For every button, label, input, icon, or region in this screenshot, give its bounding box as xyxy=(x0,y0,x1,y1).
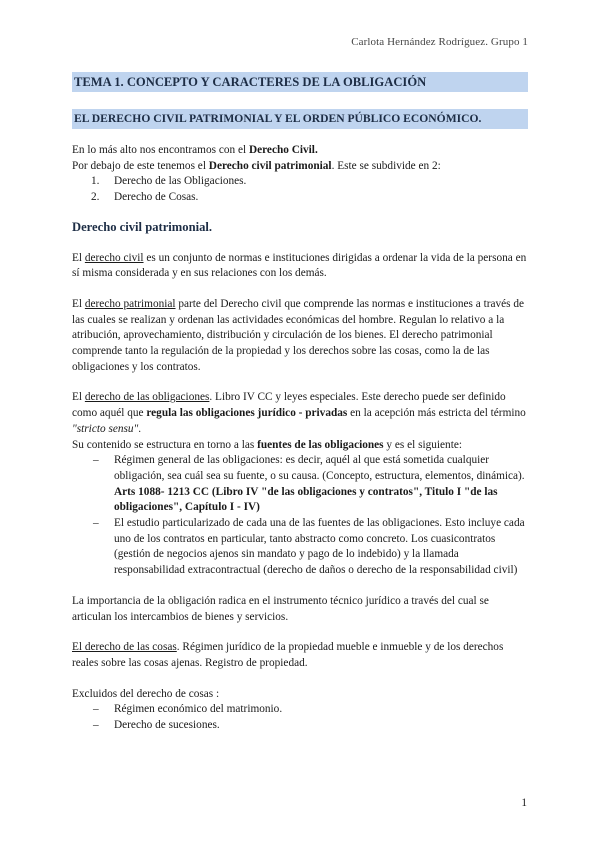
document-body xyxy=(72,72,528,734)
intro-line-1: En lo más alto nos encontramos con el Derecho Civil. xyxy=(72,144,318,156)
page-header: Carlota Hernández Rodríguez. Grupo 1 xyxy=(351,36,528,48)
list-item: – Régimen económico del matrimonio. xyxy=(93,703,283,716)
numbered-list xyxy=(72,174,528,205)
excluidos-list xyxy=(72,702,528,733)
page-number: 1 xyxy=(521,797,527,809)
paragraph-derecho-civil: El derecho civil es un conjunto de normas e instituciones dirigidas a ordenar la vida de la persona en sí misma considerada y en sus relaciones con los demás. xyxy=(72,251,527,280)
chapter-heading: TEMA 1. CONCEPTO Y CARACTERES DE LA OBLIGACIÓN xyxy=(72,72,528,92)
paragraph-importancia: La importancia de la obligación radica en el instrumento técnico jurídico a través del cual se articulan los intercambios de bienes y servicios. xyxy=(72,594,489,623)
fuentes-list xyxy=(72,453,528,579)
list-item: 2. Derecho de Cosas. xyxy=(91,191,199,204)
paragraph-derecho-patrimonial: El derecho patrimonial parte del Derecho civil que comprende las normas e instituciones a través de las cuales se realizan y ordenan las actividades económicas del hombre. Regulan lo relativo a la atribución, aprovechamiento, distribución y circulación de los bienes. El derecho patrimonial comprende tanto la regulación de la propiedad y los derechos sobre las cosas, como la de las obligaciones y los contratos. xyxy=(72,297,525,373)
list-item: – El estudio particularizado de cada una de las fuentes de las obligaciones. Esto incluye cada uno de los contratos en particular, tanto abstracto como concreto. Los cuasicontratos (gestión de negocios ajenos sin mandato y pago de lo indebido) y la llamada responsabilidad extracontractual (derecho de daños o derecho de la responsabilidad civil) xyxy=(93,517,525,577)
list-item: 1. Derecho de las Obligaciones. xyxy=(91,175,247,188)
intro-line-2: Por debajo de este tenemos el Derecho civil patrimonial. Este se subdivide en 2: xyxy=(72,159,441,172)
list-item: – Régimen general de las obligaciones: es decir, aquél al que está sometida cualquier obligación, sea cuál sea su fuente, o su causa. (Concepto, estructura, elementos, dinámica). Arts 1088- 1213 CC (Libro IV "de las obligaciones y contratos", Titulo I "de las obligaciones", Capítulo I - IV) xyxy=(93,454,525,514)
paragraph-derecho-obligaciones: El derecho de las obligaciones. Libro IV CC y leyes especiales. Este derecho puede ser definido como aquél que regula las obligaciones jurídico - privadas en la acepción más estricta del término "stricto sensu". xyxy=(72,391,526,435)
paragraph-excluidos: Excluidos del derecho de cosas : xyxy=(72,687,220,700)
list-item: – Derecho de sucesiones. xyxy=(93,719,220,732)
paragraph-contenido: Su contenido se estructura en torno a las fuentes de las obligaciones y es el siguiente: xyxy=(72,438,462,451)
subsection-heading: Derecho civil patrimonial. xyxy=(72,219,213,234)
section-heading: EL DERECHO CIVIL PATRIMONIAL Y EL ORDEN PÚBLICO ECONÓMICO. xyxy=(72,109,528,129)
paragraph-derecho-cosas: El derecho de las cosas. Régimen jurídico de la propiedad mueble e inmueble y de los derechos reales sobre las cosas ajenas. Registro de propiedad. xyxy=(72,641,504,669)
